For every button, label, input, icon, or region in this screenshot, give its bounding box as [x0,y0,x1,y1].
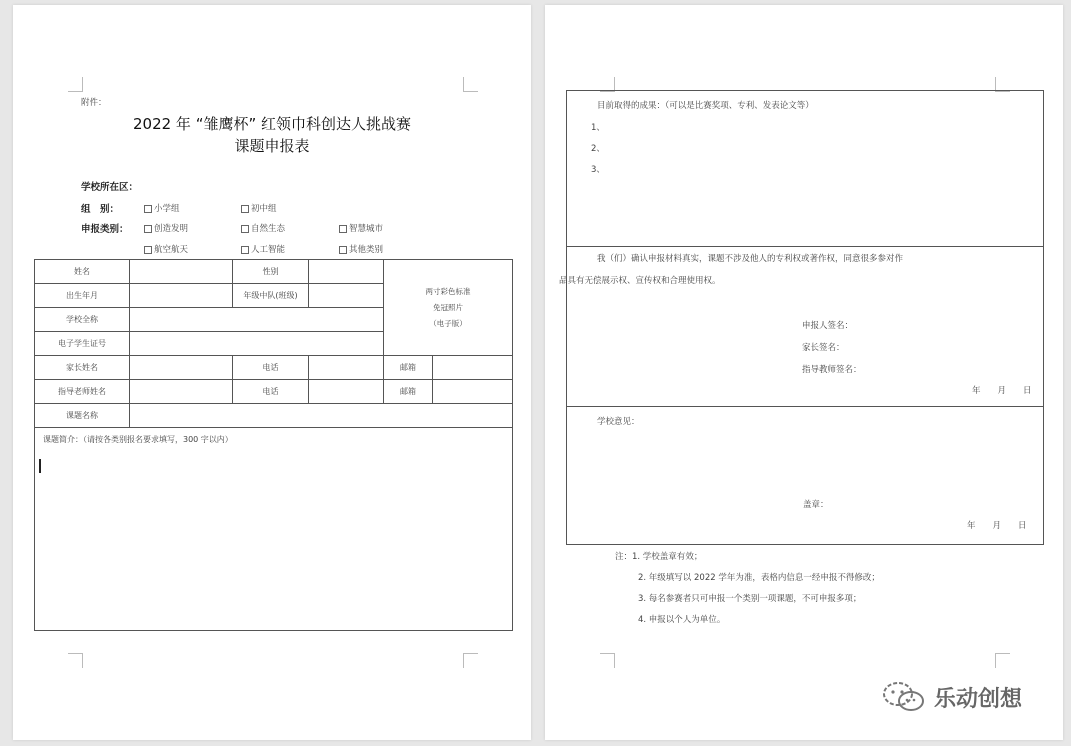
grade-class-field[interactable] [309,284,384,308]
attachment-label: 附件： [81,98,107,108]
student-id-field[interactable] [130,332,384,356]
note-item: 2. 年级填写以 2022 学年为准，表格内信息一经申报不得修改； [638,573,880,583]
teacher-phone-field[interactable] [309,380,384,404]
group-option-primary[interactable]: 小学组 [144,202,180,214]
name-field[interactable] [130,260,233,284]
achievement-item: 2、 [591,144,605,154]
checkbox-icon[interactable] [339,225,347,233]
category-option[interactable]: 创造发明 [144,222,188,234]
parent-email-field[interactable] [433,356,513,380]
category-option[interactable]: 其他类别 [339,243,383,255]
crop-mark-top-left [68,77,83,92]
school-opinion-label: 学校意见： [597,417,640,427]
category-option[interactable]: 自然生态 [241,222,285,234]
topic-intro-label: 课题简介：（请按各类别报名要求填写，300 字以内） [43,435,233,444]
photo-cell[interactable]: 两寸彩色标准 免冠照片 （电子版） [384,260,513,356]
group-label: 组 别： [81,204,120,215]
document-page-left [13,5,531,740]
achievement-item: 3、 [591,165,605,175]
seal-label: 盖章： [803,500,829,510]
checkbox-icon[interactable] [241,225,249,233]
checkbox-icon[interactable] [241,205,249,213]
achievements-box[interactable] [566,90,1044,247]
birth-field[interactable] [130,284,233,308]
note-item: 4. 申报以个人为单位。 [638,615,726,625]
parent-signature-label: 家长签名： [802,343,845,353]
teacher-phone-label: 电话 [233,380,309,404]
school-field[interactable] [130,308,384,332]
crop-mark-top-right [463,77,478,92]
document-page-right [545,5,1063,740]
teacher-name-field[interactable] [130,380,233,404]
teacher-name-label: 指导老师姓名 [35,380,130,404]
achievements-label: 目前取得的成果：（可以是比赛奖项、专利、发表论文等） [597,101,814,111]
gender-field[interactable] [309,260,384,284]
teacher-email-field[interactable] [433,380,513,404]
district-label: 学校所在区： [81,182,139,193]
crop-mark-bottom-left [68,653,83,668]
watermark [880,680,1022,714]
student-id-label: 电子学生证号 [35,332,130,356]
checkbox-icon[interactable] [339,246,347,254]
form-title-line1: 2022 年 “雏鹰杯” 红领巾科创达人挑战赛 [132,115,412,133]
parent-phone-field[interactable] [309,356,384,380]
checkbox-icon[interactable] [144,225,152,233]
teacher-email-label: 邮箱 [384,380,433,404]
achievement-item: 1、 [591,123,605,133]
name-label: 姓名 [35,260,130,284]
topic-name-field[interactable] [130,404,513,428]
category-option[interactable]: 航空航天 [144,243,188,255]
birth-label: 出生年月 [35,284,130,308]
parent-phone-label: 电话 [233,356,309,380]
declaration-date: 年 月 日 [972,386,1032,396]
parent-name-field[interactable] [130,356,233,380]
crop-mark-bottom-right [463,653,478,668]
school-label: 学校全称 [35,308,130,332]
category-label: 申报类别： [81,224,129,235]
topic-name-label: 课题名称 [35,404,130,428]
note-item: 3. 每名参赛者只可申报一个类别一项课题，不可申报多项； [638,594,862,604]
category-option[interactable]: 人工智能 [241,243,285,255]
checkbox-icon[interactable] [144,246,152,254]
form-title-line2: 课题申报表 [234,137,310,155]
watermark-text: 乐动创想 [934,686,1023,712]
note-item: 注：1. 学校盖章有效； [615,552,703,562]
group-option-junior[interactable]: 初中组 [241,202,277,214]
parent-name-label: 家长姓名 [35,356,130,380]
category-option[interactable]: 智慧城市 [339,222,383,234]
checkbox-icon[interactable] [144,205,152,213]
wechat-icon [880,680,928,714]
crop-mark-bottom-left [600,653,615,668]
grade-class-label: 年级中队(班级) [233,284,309,308]
text-cursor [39,459,41,473]
parent-email-label: 邮箱 [384,356,433,380]
declaration-box[interactable] [559,245,1044,407]
applicant-signature-label: 申报人签名： [802,321,854,331]
school-opinion-box[interactable] [566,406,1044,545]
school-opinion-date: 年 月 日 [967,521,1027,531]
declaration-text-line1: 我（们）确认申报材料真实，课题不涉及他人的专利权或著作权，同意很多参对作 [597,254,904,264]
checkbox-icon[interactable] [241,246,249,254]
gender-label: 性别 [233,260,309,284]
crop-mark-bottom-right [995,653,1010,668]
declaration-text-line2: 品具有无偿展示权、宣传权和合理使用权。 [559,276,721,286]
application-table [34,259,513,631]
topic-intro-field[interactable] [35,428,513,631]
teacher-signature-label: 指导教师签名： [802,365,862,375]
